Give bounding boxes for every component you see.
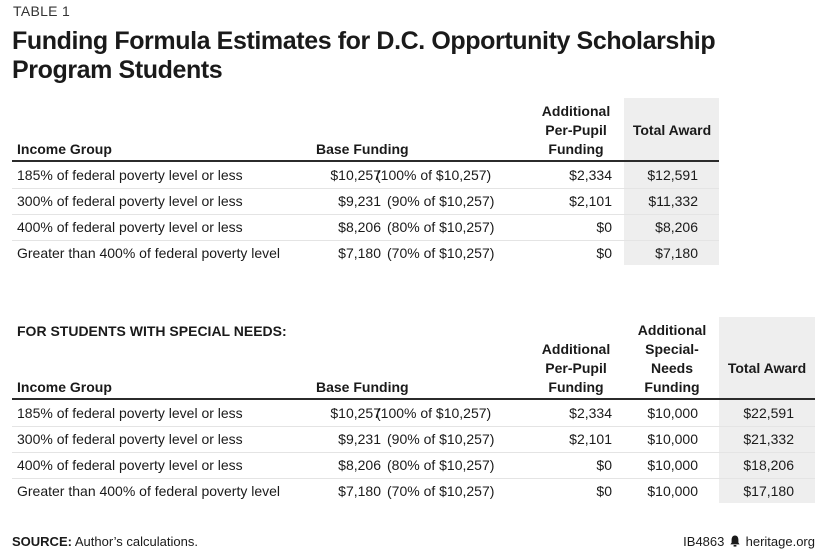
header-income-group: Income Group [17,379,112,395]
pct-cell: (80% of $10,257) [387,457,495,473]
base-cell: $7,180 [338,245,381,261]
income-cell: 185% of federal poverty level or less [17,405,243,421]
header-total-award: Total Award [632,122,712,138]
income-cell: Greater than 400% of federal poverty level [17,245,281,261]
source-text: Author’s calculations. [74,534,198,549]
income-cell: 400% of federal poverty level or less [17,219,243,235]
header-per-pupil: Additional Per-Pupil Funding [541,341,611,395]
source-label: SOURCE: [12,534,72,549]
income-cell: 185% of federal poverty level or less [17,167,243,183]
special-cell: $10,000 [647,457,698,473]
header-base-funding: Base Funding [316,141,409,157]
bell-icon [730,535,740,550]
perpupil-cell: $2,334 [569,167,612,183]
special-needs-title: FOR STUDENTS WITH SPECIAL NEEDS: [17,323,287,339]
table-row [12,452,815,479]
header-base-funding: Base Funding [316,379,409,395]
table-row [12,240,719,266]
special-cell: $10,000 [647,431,698,447]
base-cell: $8,206 [338,457,381,473]
special-cell: $10,000 [647,405,698,421]
header-total-award: Total Award [727,360,807,376]
total-cell: $12,591 [647,167,698,183]
footer-credit [683,534,815,550]
table-row [12,426,815,453]
income-cell: 300% of federal poverty level or less [17,431,243,447]
base-cell: $9,231 [338,193,381,209]
perpupil-cell: $0 [596,483,612,499]
perpupil-cell: $2,101 [569,431,612,447]
table-row [12,214,719,241]
total-cell: $11,332 [648,193,698,209]
total-cell: $21,332 [743,431,794,447]
header-special-needs: Additional Special-Needs Funding [637,322,707,395]
source-note [12,534,198,549]
perpupil-cell: $0 [596,457,612,473]
pct-cell: (70% of $10,257) [387,483,495,499]
table-row [12,478,815,504]
site-name[interactable]: heritage.org [745,534,815,549]
pct-cell: (70% of $10,257) [387,245,495,261]
pct-cell: (100% of $10,257) [376,405,492,421]
income-cell: 300% of federal poverty level or less [17,193,243,209]
table-row [12,188,719,215]
table-label: TABLE 1 [13,3,71,19]
total-cell: $7,180 [655,245,698,261]
income-cell: 400% of federal poverty level or less [17,457,243,473]
base-cell: $7,180 [338,483,381,499]
base-cell: $9,231 [338,431,381,447]
total-cell: $22,591 [743,405,794,421]
header-income-group: Income Group [17,141,112,157]
pct-cell: (80% of $10,257) [387,219,495,235]
base-cell: $8,206 [338,219,381,235]
base-cell: $10,257 [330,167,381,183]
income-cell: Greater than 400% of federal poverty level [17,483,281,499]
perpupil-cell: $2,101 [569,193,612,209]
total-cell: $17,180 [743,483,794,499]
perpupil-cell: $0 [596,219,612,235]
special-cell: $10,000 [647,483,698,499]
total-cell: $8,206 [655,219,698,235]
document-id: IB4863 [683,534,725,549]
header-per-pupil: Additional Per-Pupil Funding [541,103,611,157]
pct-cell: (90% of $10,257) [387,431,495,447]
pct-cell: (100% of $10,257) [376,167,492,183]
total-cell: $18,206 [743,457,794,473]
perpupil-cell: $2,334 [569,405,612,421]
perpupil-cell: $0 [596,245,612,261]
pct-cell: (90% of $10,257) [387,193,495,209]
base-cell: $10,257 [330,405,381,421]
table-row [12,400,815,427]
table-title: Funding Formula Estimates for D.C. Opportunity Scholarship Program Students [12,27,716,84]
table-row [12,162,719,189]
